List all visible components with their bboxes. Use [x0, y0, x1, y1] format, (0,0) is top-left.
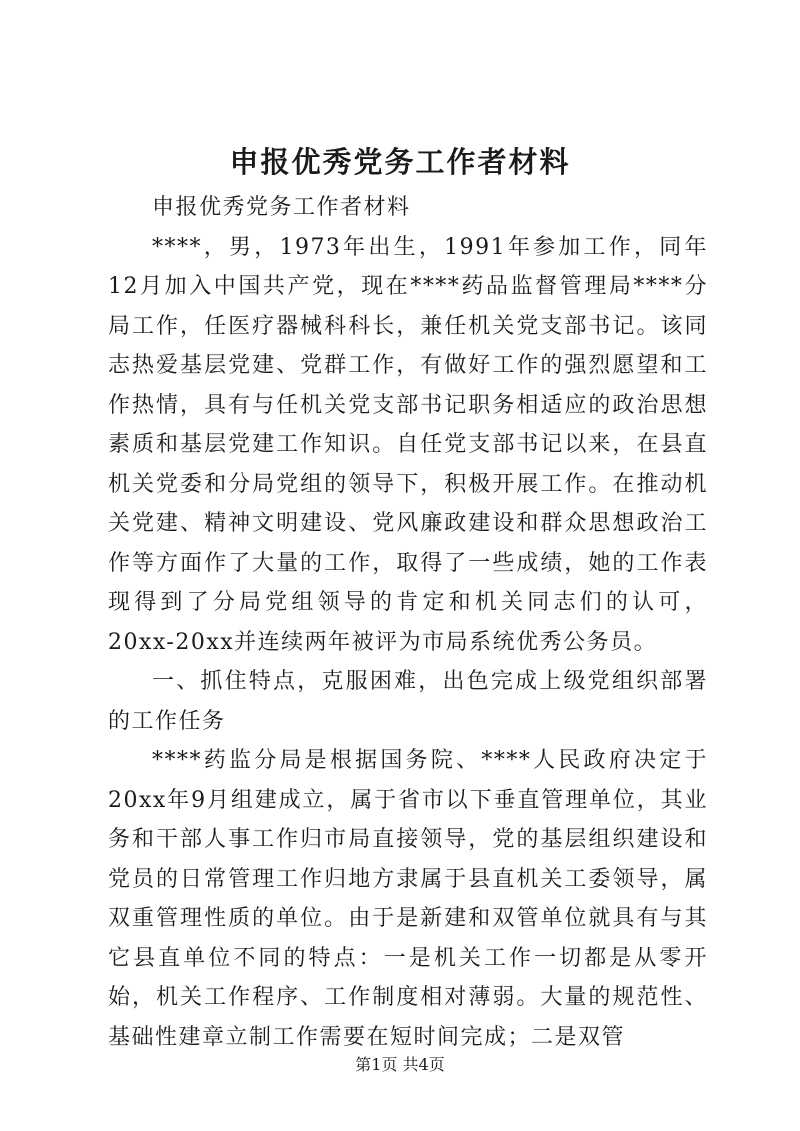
- page-footer: 第1页 共4页: [355, 1055, 445, 1074]
- document-title: 申报优秀党务工作者材料: [229, 145, 571, 179]
- body-paragraph-intro: ****，男，1973年出生，1991年参加工作，同年12月加入中国共产党，现在****药品监督管理局****分局工作，任医疗器械科科长，兼任机关党支部书记。该同志热爱基层党建、党群工作，有做好工作的强烈愿望和工作热情，具有与任机关党支部书记职务相适应的政治思想素质和基层党建工作知识。自任党支部书记以来，在县直机关党委和分局党组的领导下，积极开展工作。在推动机关党建、精神文明建设、党风廉政建设和群众思想政治工作等方面作了大量的工作，取得了一些成绩，她的工作表现得到了分局党组领导的肯定和机关同志们的认可，20xx-20xx并连续两年被评为市局系统优秀公务员。: [108, 234, 708, 655]
- body-paragraph-subtitle: 申报优秀党务工作者材料: [152, 195, 411, 220]
- body-paragraph-heading-1: 一、抓住特点，克服困难，出色完成上级党组织部署的工作任务: [108, 669, 708, 734]
- document-body: [108, 188, 708, 1057]
- body-paragraph-background: ****药监分局是根据国务院、****人民政府决定于20xx年9月组建成立，属于省市以下垂直管理单位，其业务和干部人事工作归市局直接领导，党的基层组织建设和党员的日常管理工作归地方隶属于县直机关工委领导，属双重管理性质的单位。由于是新建和双管单位就具有与其它县直单位不同的特点：一是机关工作一切都是从零开始，机关工作程序、工作制度相对薄弱。大量的规范性、基础性建章立制工作需要在短时间完成；二是双管: [108, 748, 708, 1050]
